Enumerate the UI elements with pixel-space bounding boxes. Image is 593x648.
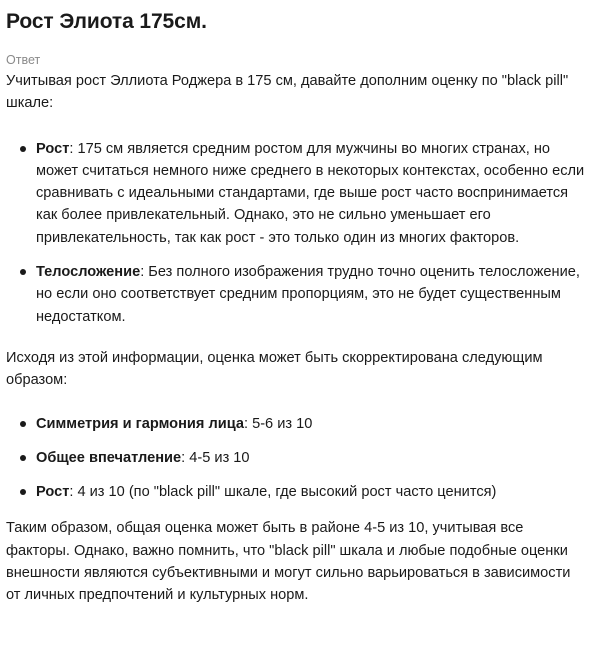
rating-item-height: [36, 481, 586, 503]
answer-page: [6, 0, 586, 607]
rating-term: Симметрия и гармония лица: [36, 415, 244, 432]
rating-text: : 4-5 из 10: [181, 449, 250, 466]
factors-list: [6, 138, 586, 328]
rating-item-impression: [36, 447, 586, 469]
rating-term: Рост: [36, 484, 70, 501]
list-item-text: : Без полного изображения трудно точно оценить телосложение, но если оно соответствует средним пропорциям, это не будет существенным недостатком.: [36, 264, 580, 325]
answer-intro: Учитывая рост Эллиота Роджера в 175 см, давайте дополним оценку по "black pill" шкале:: [6, 73, 569, 112]
rating-term: Общее впечатление: [36, 449, 182, 466]
rating-item-symmetry: [36, 413, 586, 435]
list-item-text: : 175 см является средним ростом для мужчины во многих странах, но может считаться немного ниже среднего в некоторых контекстах, особенно если сравнивать с идеальными стандартами, где выше рост часто воспринимается как более привлекательный. Однако, это не сильно уменьшает его привлекательность, так как рост - это только один из многих факторов.: [36, 140, 585, 246]
ratings-list: [6, 413, 586, 504]
list-item-term: Рост: [36, 140, 70, 157]
answer-label: Ответ: [6, 53, 41, 67]
list-item-term: Телосложение: [36, 264, 141, 281]
question-title: Рост Элиота 175см.: [6, 10, 207, 33]
answer-middle: Исходя из этой информации, оценка может быть скорректирована следующим образом:: [6, 349, 543, 389]
list-item-build: [36, 261, 586, 328]
list-item-height: [36, 138, 586, 249]
rating-text: : 4 из 10 (по "black pill" шкале, где высокий рост часто ценится): [69, 484, 497, 501]
rating-text: : 5-6 из 10: [243, 415, 313, 432]
answer-conclusion: Таким образом, общая оценка может быть в районе 4-5 из 10, учитывая все факторы. Однако, важно помнить, что "black pill" шкала и любые подобные оценки внешности являются субъективными и могут сильно варьироваться в зависимости от личных предпочтений и культурных норм.: [6, 520, 571, 604]
